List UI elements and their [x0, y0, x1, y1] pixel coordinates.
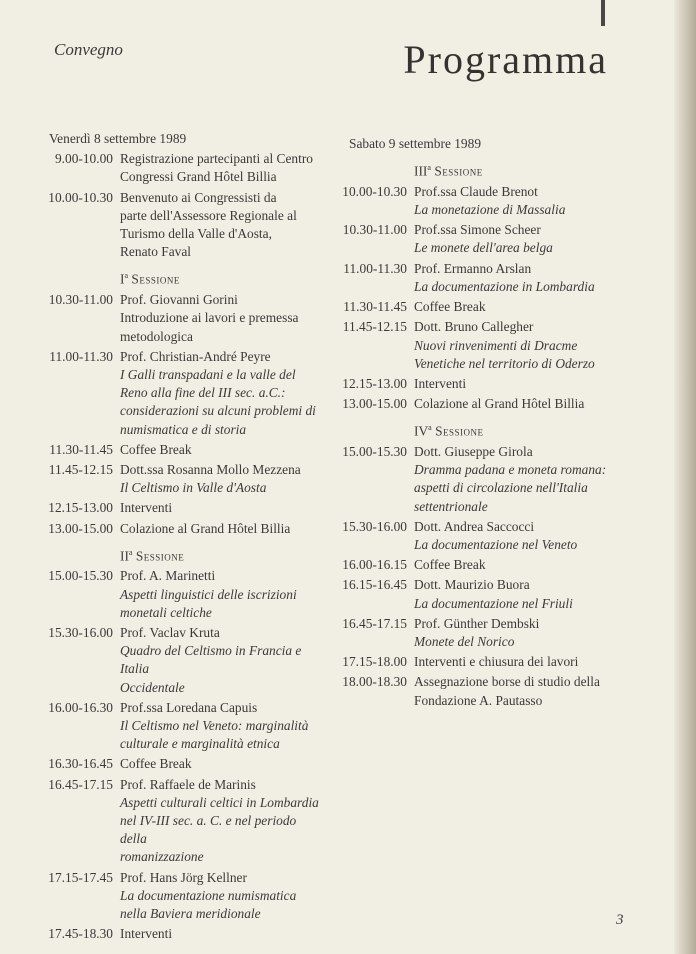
entry-time: 10.00-10.30: [342, 183, 407, 199]
schedule-entry: [36, 520, 326, 538]
entry-line: parte dell'Assessore Regionale al: [120, 207, 297, 223]
entry-line: Prof. Giovanni Gorini: [120, 292, 238, 308]
schedule-entry: [36, 869, 326, 924]
entry-time: 16.45-17.15: [48, 776, 113, 792]
entry-body: [414, 556, 626, 574]
entry-body: [414, 221, 626, 257]
entry-body: [120, 520, 326, 538]
entry-time: 11.00-11.30: [343, 260, 407, 276]
schedule-entry: [36, 441, 326, 459]
talk-title-line: I Galli transpadani e la valle del: [120, 366, 296, 382]
entry-body: [120, 499, 326, 517]
entry-line: Renato Faval: [120, 244, 192, 260]
schedule-entry: [36, 291, 326, 346]
entry-line: metodologica: [120, 328, 193, 344]
talk-title-line: La documentazione numismatica: [120, 887, 297, 903]
entry-line: Coffee Break: [120, 441, 192, 457]
entry-line: Dott. Andrea Saccocci: [414, 518, 535, 534]
entry-body: [414, 298, 626, 316]
talk-title-line: Aspetti linguistici delle iscrizioni: [120, 586, 297, 602]
entry-line: Interventi: [414, 375, 467, 391]
entry-time: 12.15-13.00: [48, 500, 113, 516]
entry-body: [120, 699, 326, 754]
entry-time: 16.00-16.30: [48, 699, 113, 715]
entry-body: [414, 576, 626, 612]
schedule-entry: [336, 673, 626, 709]
session-heading: [336, 419, 626, 441]
schedule-entry: [36, 755, 326, 773]
entry-time: 13.00-15.00: [342, 396, 407, 412]
schedule-entry: [36, 624, 326, 697]
entry-time: 18.00-18.30: [342, 674, 407, 690]
entry-line: Benvenuto ai Congressisti da: [120, 189, 277, 205]
session-number: I: [120, 271, 125, 287]
entry-line: Registrazione partecipanti al Centro: [120, 151, 313, 167]
entry-line: Prof.ssa Simone Scheer: [414, 222, 541, 238]
entry-line: Coffee Break: [120, 756, 192, 772]
schedule-entry: [336, 260, 626, 296]
entry-time: 15.30-16.00: [48, 625, 113, 641]
schedule-entry: [336, 556, 626, 574]
entry-line: Coffee Break: [414, 557, 486, 573]
entry-body: [120, 776, 326, 867]
session-heading: [36, 267, 326, 289]
schedule-entry: [36, 189, 326, 262]
entry-time: 11.00-11.30: [49, 348, 113, 364]
entry-line: Coffee Break: [414, 299, 486, 315]
entry-time: 15.00-15.30: [342, 443, 407, 459]
session-number: IV: [414, 423, 429, 439]
session-label: Sessione: [131, 271, 180, 287]
session-label: Sessione: [135, 548, 185, 564]
entry-line: Interventi: [120, 926, 173, 942]
entry-line: Dott. Bruno Callegher: [414, 319, 534, 335]
entry-line: Prof.ssa Loredana Capuis: [120, 699, 258, 715]
talk-title-line: Nuovi rinvenimenti di Dracme: [414, 337, 578, 353]
schedule-entry: [36, 925, 326, 943]
entry-body: [120, 755, 326, 773]
talk-title-line: culturale e marginalità etnica: [120, 736, 280, 752]
entry-line: Congressi Grand Hôtel Billia: [120, 169, 277, 185]
entry-body: [120, 348, 326, 439]
entry-line: Dott. Maurizio Buora: [414, 577, 530, 593]
schedule-entry: [36, 499, 326, 517]
entry-body: [120, 291, 326, 346]
kicker-label: Convegno: [54, 40, 123, 59]
entry-body: [414, 615, 626, 651]
schedule-entry: [336, 375, 626, 393]
schedule-entry: [36, 150, 326, 186]
schedule-column-right: [336, 135, 626, 712]
entry-time: 10.30-11.00: [48, 292, 113, 308]
entry-time: 16.30-16.45: [48, 756, 113, 772]
session-number: III: [414, 163, 428, 179]
schedule-entry: [36, 348, 326, 439]
entry-time: 11.30-11.45: [343, 299, 407, 315]
session-label: Sessione: [434, 163, 483, 179]
schedule-entry: [36, 699, 326, 754]
entry-body: [414, 673, 626, 709]
schedule-entry: [336, 298, 626, 316]
entry-time: 15.00-15.30: [48, 568, 113, 584]
schedule-entry: [336, 395, 626, 413]
entry-line: Prof. A. Marinetti: [120, 568, 216, 584]
entry-body: [414, 653, 626, 671]
talk-title-line: monetali celtiche: [120, 604, 212, 620]
entry-body: [414, 375, 626, 393]
talk-title-line: romanizzazione: [120, 849, 204, 865]
entry-line: Prof. Vaclav Kruta: [120, 625, 220, 641]
entry-line: Fondazione A. Pautasso: [414, 692, 543, 708]
entry-time: 12.15-13.00: [342, 375, 407, 391]
entry-line: Prof. Günther Dembski: [414, 615, 540, 631]
schedule-entry: [336, 615, 626, 651]
entry-body: [120, 925, 326, 943]
session-number: II: [120, 548, 129, 564]
entry-line: Prof. Raffaele de Marinis: [120, 776, 256, 792]
entry-time: 16.00-16.15: [342, 557, 407, 573]
entry-line: Interventi: [120, 500, 173, 516]
entry-time: 9.00-10.00: [54, 151, 113, 167]
entry-time: 11.45-12.15: [342, 319, 407, 335]
schedule-column-left: [36, 130, 326, 945]
entry-body: [120, 150, 326, 186]
page-title: Programma: [403, 37, 608, 82]
entry-body: [120, 624, 326, 697]
entry-time: 13.00-15.00: [48, 520, 113, 536]
talk-title-line: considerazioni su alcuni problemi di: [120, 403, 316, 419]
schedule-entry: [336, 183, 626, 219]
talk-title-line: Monete del Norico: [414, 634, 515, 650]
entry-time: 11.45-12.15: [48, 461, 113, 477]
session-ordinal: a: [428, 423, 432, 433]
schedule-entry: [36, 461, 326, 497]
entry-time: 16.15-16.45: [342, 577, 407, 593]
entry-body: [120, 567, 326, 622]
entry-body: [414, 518, 626, 554]
page-edge-mark: [601, 0, 605, 26]
entry-body: [414, 260, 626, 296]
entry-time: 17.15-18.00: [342, 654, 407, 670]
entry-line: Prof. Christian-André Peyre: [120, 348, 271, 364]
entry-time: 11.30-11.45: [49, 441, 113, 457]
schedule-entry: [336, 576, 626, 612]
entry-line: Interventi e chiusura dei lavori: [414, 654, 579, 670]
talk-title-line: settentrionale: [414, 498, 488, 514]
session-ordinal: a: [427, 163, 431, 173]
talk-title-line: La documentazione nel Veneto: [414, 537, 578, 552]
talk-title-line: Aspetti culturali celtici in Lombardia: [120, 794, 319, 810]
talk-title-line: Venetiche nel territorio di Oderzo: [414, 355, 595, 371]
schedule-entry: [336, 318, 626, 373]
talk-title-line: La documentazione in Lombardia: [414, 278, 595, 294]
entry-line: Assegnazione borse di studio della: [414, 674, 600, 690]
entry-line: Colazione al Grand Hôtel Billia: [414, 396, 585, 412]
page-number: 3: [616, 912, 624, 928]
talk-title-line: Il Celtismo nel Veneto: marginalità: [120, 718, 309, 734]
schedule-entry: [336, 653, 626, 671]
session-label: Sessione: [435, 423, 484, 439]
schedule-entry: [36, 567, 326, 622]
session-heading: [336, 159, 626, 181]
talk-title-line: Le monete dell'area belga: [414, 240, 553, 256]
entry-body: [414, 395, 626, 413]
entry-time: 10.30-11.00: [342, 222, 407, 238]
talk-title-line: nella Baviera meridionale: [120, 906, 261, 922]
session-ordinal: a: [128, 547, 133, 557]
entry-line: Dott.ssa Rosanna Mollo Mezzena: [120, 461, 301, 477]
entry-line: Prof. Ermanno Arslan: [414, 260, 532, 276]
day-heading: Venerdì 8 settembre 1989: [49, 131, 187, 146]
entry-line: Prof.ssa Claude Brenot: [414, 183, 538, 199]
entry-body: [120, 189, 326, 262]
schedule-entry: [336, 518, 626, 554]
entry-time: 17.45-18.30: [48, 926, 113, 942]
entry-time: 15.30-16.00: [342, 518, 407, 534]
entry-line: Dott. Giuseppe Girola: [414, 443, 533, 459]
entry-line: Colazione al Grand Hôtel Billia: [120, 520, 291, 536]
entry-time: 16.45-17.15: [342, 615, 407, 631]
talk-title-line: nel IV-III sec. a. C. e nel periodo della: [120, 813, 297, 847]
talk-title-line: Il Celtismo in Valle d'Aosta: [120, 480, 267, 496]
entry-body: [414, 318, 626, 373]
talk-title-line: Quadro del Celtismo in Francia e Italia: [120, 643, 302, 677]
day-heading: Sabato 9 settembre 1989: [349, 136, 482, 151]
session-ordinal: a: [124, 271, 129, 281]
schedule-entry: [336, 443, 626, 516]
entry-body: [120, 869, 326, 924]
schedule-entry: [336, 221, 626, 257]
entry-time: 10.00-10.30: [48, 189, 113, 205]
session-heading: [36, 544, 326, 566]
talk-title-line: aspetti di circolazione nell'Italia: [414, 480, 588, 496]
entry-line: Prof. Hans Jörg Kellner: [120, 869, 247, 885]
entry-body: [414, 183, 626, 219]
talk-title-line: La monetazione di Massalia: [414, 202, 566, 218]
entry-line: Turismo della Valle d'Aosta,: [120, 226, 272, 242]
entry-body: [120, 441, 326, 459]
entry-line: Introduzione ai lavori e premessa: [120, 310, 299, 326]
talk-title-line: Occidentale: [120, 679, 185, 695]
entry-body: [120, 461, 326, 497]
schedule-entry: [36, 776, 326, 867]
entry-time: 17.15-17.45: [48, 869, 113, 885]
talk-title-line: Dramma padana e moneta romana:: [414, 462, 607, 478]
entry-body: [414, 443, 626, 516]
talk-title-line: La documentazione nel Friuli: [414, 595, 573, 611]
page-edge-shadow: [674, 0, 696, 954]
talk-title-line: Reno alla fine del III sec. a.C.:: [120, 385, 286, 401]
talk-title-line: numismatica e di storia: [120, 421, 247, 437]
